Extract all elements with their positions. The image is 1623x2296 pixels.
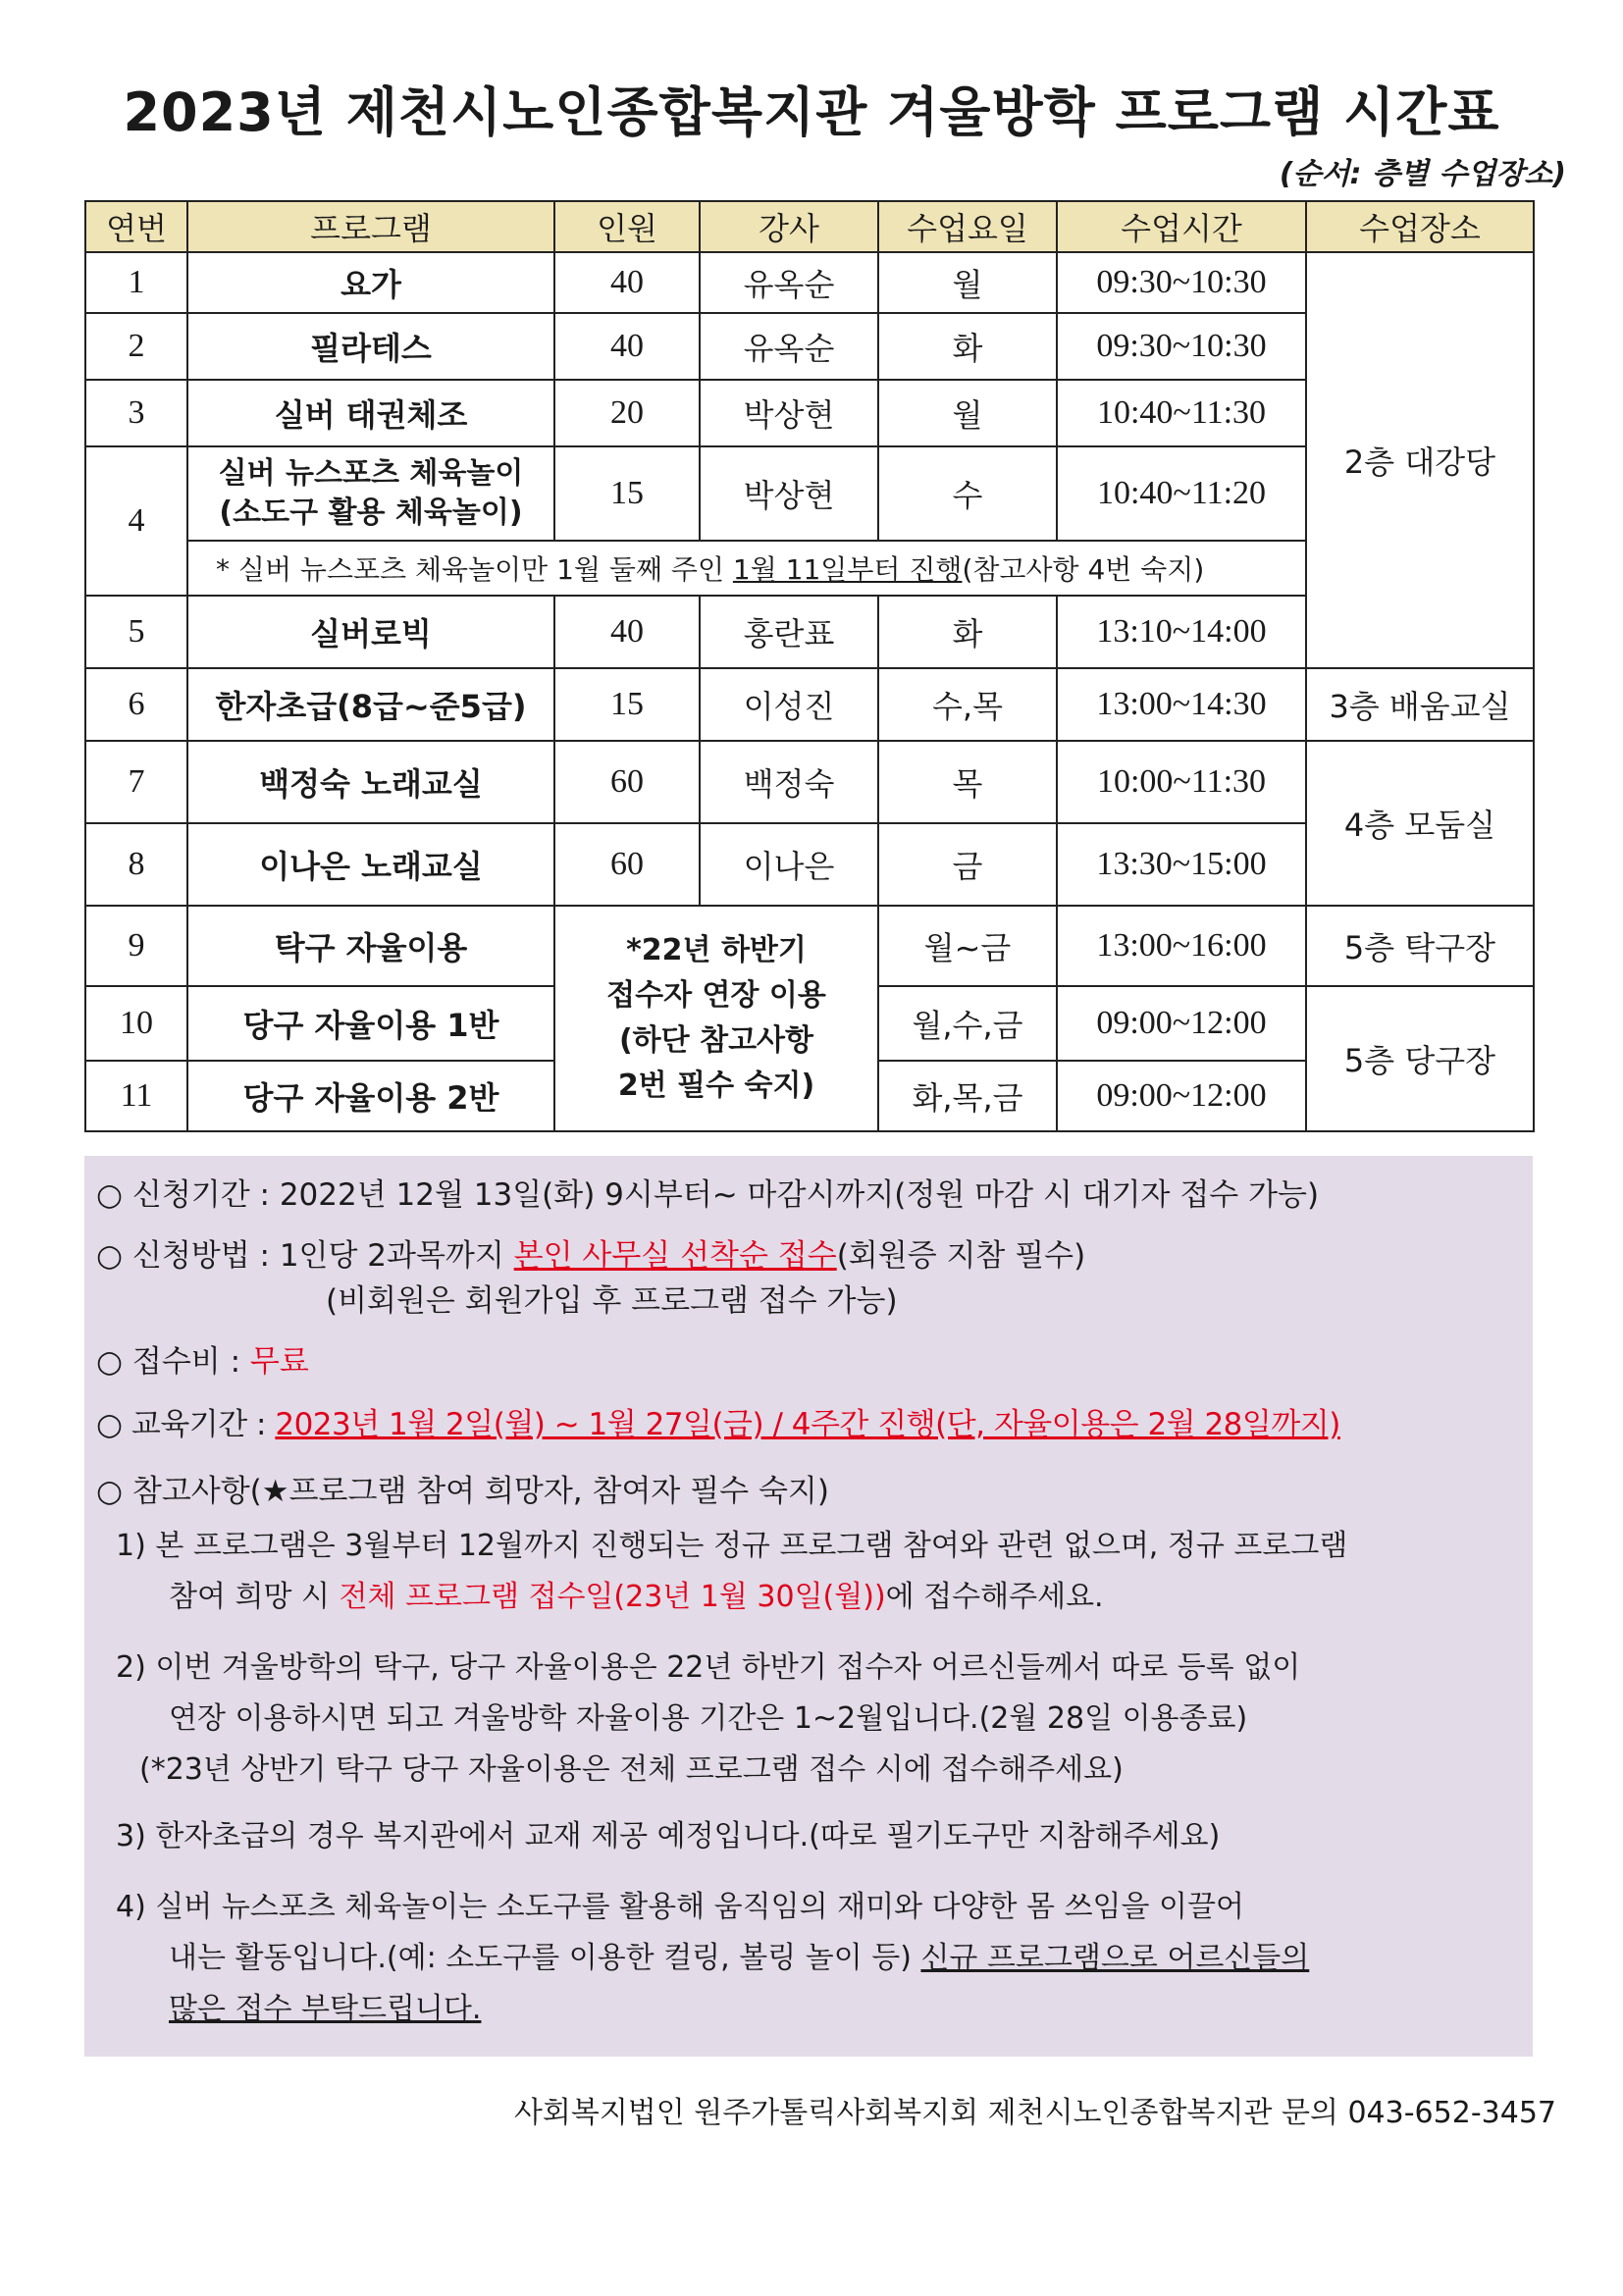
ref4-line1: 4) 실버 뉴스포츠 체육놀이는 소도구를 활용해 움직임의 재미와 다양한 몸 쓰임을 이끌어 [116,1890,1244,1924]
row-program: 요가 [187,252,554,313]
row-time: 09:30~10:30 [1057,313,1306,380]
row-people: 15 [554,446,700,541]
ref4-text: 내는 활동입니다.(예: 소도구를 이용한 컬링, 볼링 놀이 등) [169,1941,921,1975]
place-cell: 4층 모둠실 [1306,741,1534,906]
table-row [85,906,1534,986]
ref4-underlined-end: 많은 접수 부탁드립니다. [169,1992,482,2026]
ref2-line3: (*23년 상반기 탁구 당구 자율이용은 전체 프로그램 접수 시에 접수해주세요) [139,1752,1124,1787]
row-teacher: 박상현 [700,446,878,541]
ref1-line1: 1) 본 프로그램은 3월부터 12월까지 진행되는 정규 프로그램 참여와 관련 없으며, 정규 프로그램 [116,1529,1348,1563]
row-program: 백정숙 노래교실 [187,741,554,823]
row-time: 13:30~15:00 [1057,823,1306,906]
row-no: 11 [85,1061,187,1131]
ref3: 3) 한자초급의 경우 복지관에서 교재 제공 예정입니다.(따로 필기도구만 지참해주세요) [116,1819,1221,1853]
row-program: 한자초급(8급~준5급) [187,668,554,741]
apply-method [96,1230,1085,1275]
row-teacher: 유옥순 [700,252,878,313]
ref1-highlight: 전체 프로그램 접수일(23년 1월 30일(월)) [339,1580,886,1614]
row4-note [187,541,1306,596]
row-program: 실버 태권체조 [187,380,554,446]
row-no: 3 [85,380,187,446]
row-time: 09:00~12:00 [1057,986,1306,1061]
edu-period-label: ○ 교육기간 : [96,1407,276,1442]
place-cell: 5층 당구장 [1306,986,1534,1131]
row-day: 월,수,금 [878,986,1057,1061]
row-no: 9 [85,906,187,986]
row-people: 60 [554,823,700,906]
row-program-line2: (소도구 활용 체육놀이) [219,496,523,530]
fee-label: ○ 접수비 : [96,1344,250,1380]
page-subtitle: (순서: 층별 수업장소) [1279,157,1566,191]
row-time: 10:40~11:20 [1057,446,1306,541]
footer-contact: 사회복지법인 원주가톨릭사회복지회 제천시노인종합복지관 문의 043-652-3457 [513,2096,1556,2130]
row-time: 13:10~14:00 [1057,596,1306,668]
row-time: 10:00~11:30 [1057,741,1306,823]
row-day: 금 [878,823,1057,906]
row-people: 20 [554,380,700,446]
ref4-underlined: 신규 프로그램으로 어르신들의 [920,1941,1310,1975]
row-people: 40 [554,596,700,668]
row-teacher: 유옥순 [700,313,878,380]
row-time: 13:00~16:00 [1057,906,1306,986]
ref1-prefix: 참여 희망 시 [169,1580,340,1614]
ref2-line2: 연장 이용하시면 되고 겨울방학 자율이용 기간은 1~2월입니다.(2월 28일 이용종료) [169,1701,1248,1736]
row-teacher: 홍란표 [700,596,878,668]
merged-note-cell [554,906,878,1131]
table-row [85,668,1534,741]
page-title: 2023년 제천시노인종합복지관 겨울방학 프로그램 시간표 [123,81,1500,143]
row-time: 10:40~11:30 [1057,380,1306,446]
ref1-suffix: 에 접수해주세요. [885,1580,1104,1614]
apply-method-prefix: ○ 신청방법 : 1인당 2과목까지 [96,1238,514,1274]
row-no: 7 [85,741,187,823]
row-people: 40 [554,313,700,380]
row-people: 40 [554,252,700,313]
table-header-row [85,201,1534,252]
row-day: 화 [878,313,1057,380]
schedule-table [84,200,1535,1132]
merged-note-line: 2번 필수 숙지) [617,1069,815,1103]
row-day: 월 [878,252,1057,313]
note-suffix: (참고사항 4번 숙지) [962,553,1205,586]
header-teacher: 강사 [700,201,878,252]
row-time: 13:00~14:30 [1057,668,1306,741]
header-people: 인원 [554,201,700,252]
row-day: 화 [878,596,1057,668]
row-day: 수 [878,446,1057,541]
merged-note-line: 접수자 연장 이용 [606,978,826,1013]
row-time: 09:30~10:30 [1057,252,1306,313]
row-no: 4 [85,446,187,596]
row-program: 필라테스 [187,313,554,380]
row-people: 60 [554,741,700,823]
fee [96,1336,309,1381]
merged-note-line: *22년 하반기 [626,933,807,967]
row-program: 당구 자율이용 2반 [187,1061,554,1131]
note-underlined: 1월 11일부터 진행 [732,553,963,586]
row-program-line1: 실버 뉴스포츠 체육놀이 [218,456,524,491]
merged-note-line: (하단 참고사항 [618,1023,814,1058]
header-day: 수업요일 [878,201,1057,252]
ref4-line3 [169,1984,481,2027]
row-program: 탁구 자율이용 [187,906,554,986]
row-day: 수,목 [878,668,1057,741]
apply-method-note: (비회원은 회원가입 후 프로그램 접수 가능) [326,1283,898,1319]
ref1-line2 [169,1572,1104,1615]
header-place: 수업장소 [1306,201,1534,252]
fee-value: 무료 [249,1344,309,1380]
ref-title: ○ 참고사항(★프로그램 참여 희망자, 참여자 필수 숙지) [96,1474,829,1509]
apply-period: ○ 신청기간 : 2022년 12월 13일(화) 9시부터~ 마감시까지(정원 마감 시 대기자 접수 가능) [96,1177,1320,1213]
row-no: 6 [85,668,187,741]
row-program: 실버로빅 [187,596,554,668]
edu-period [96,1399,1340,1443]
row-day: 목 [878,741,1057,823]
ref4-line2 [169,1933,1309,1976]
row-people: 15 [554,668,700,741]
row-teacher: 백정숙 [700,741,878,823]
row-no: 8 [85,823,187,906]
row-day: 월 [878,380,1057,446]
header-program: 프로그램 [187,201,554,252]
row-day: 월~금 [878,906,1057,986]
row-no: 10 [85,986,187,1061]
row-program: 이나은 노래교실 [187,823,554,906]
info-box [84,1156,1533,2057]
note-text: * 실버 뉴스포츠 체육놀이만 1월 둘째 주인 [216,553,733,586]
table-row [85,741,1534,823]
edu-period-value: 2023년 1월 2일(월) ~ 1월 27일(금) / 4주간 진행(단, 자율이용은 2월 28일까지) [275,1407,1340,1442]
header-time: 수업시간 [1057,201,1306,252]
row-no: 2 [85,313,187,380]
apply-method-highlight: 본인 사무실 선착순 접수 [513,1238,837,1274]
row-teacher: 이나은 [700,823,878,906]
header-no: 연번 [85,201,187,252]
row-no: 5 [85,596,187,668]
row-program [187,446,554,541]
table-row [85,252,1534,313]
row-teacher: 이성진 [700,668,878,741]
place-cell: 5층 탁구장 [1306,906,1534,986]
apply-method-suffix: (회원증 지참 필수) [836,1238,1086,1274]
place-cell: 2층 대강당 [1306,252,1534,668]
place-cell: 3층 배움교실 [1306,668,1534,741]
row-time: 09:00~12:00 [1057,1061,1306,1131]
ref2-line1: 2) 이번 겨울방학의 탁구, 당구 자율이용은 22년 하반기 접수자 어르신들께서 따로 등록 없이 [116,1650,1301,1685]
row-day: 화,목,금 [878,1061,1057,1131]
row-no: 1 [85,252,187,313]
row-teacher: 박상현 [700,380,878,446]
row-program: 당구 자율이용 1반 [187,986,554,1061]
